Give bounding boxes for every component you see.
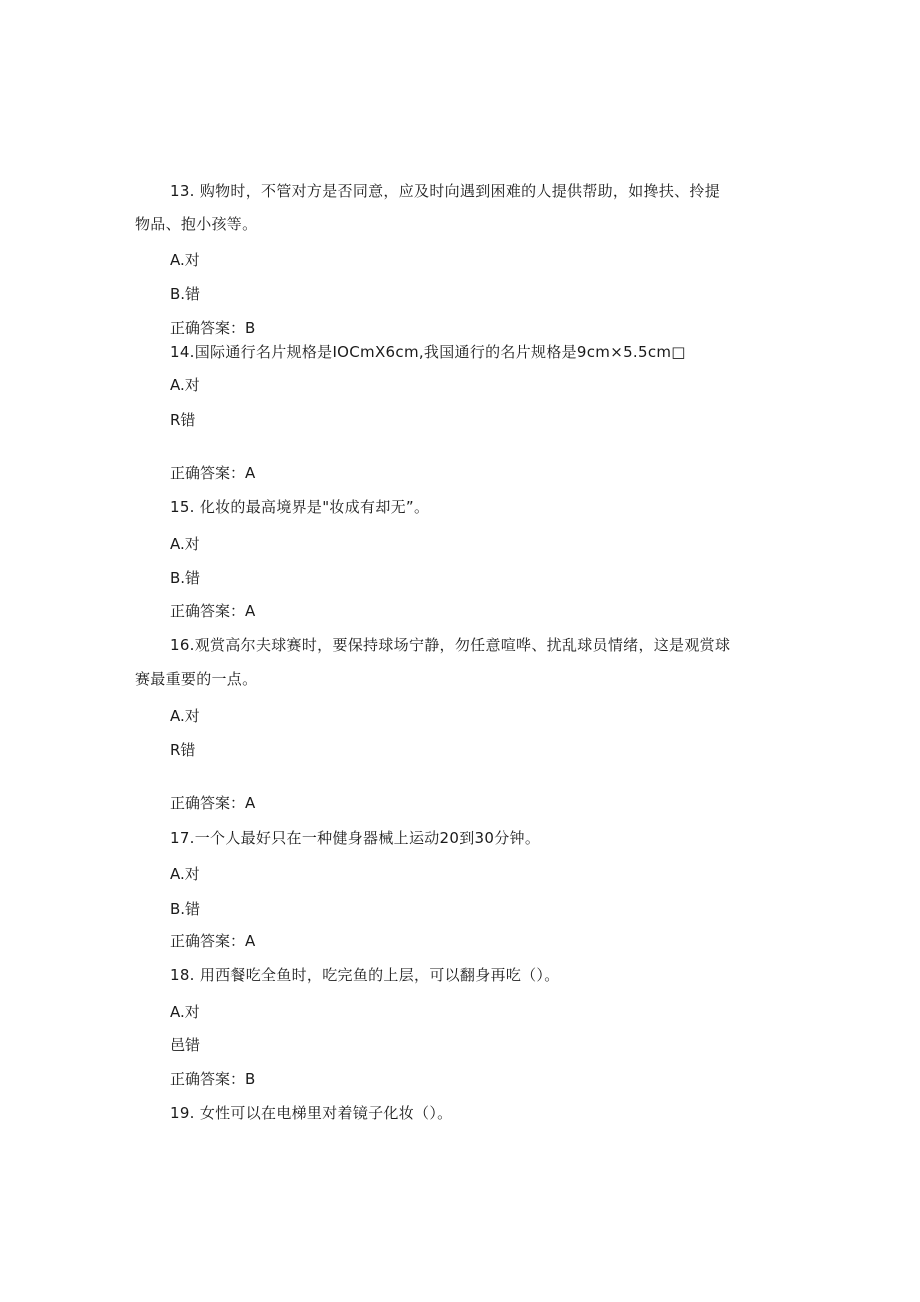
question-16-answer: 正确答案：A bbox=[170, 794, 256, 812]
question-14-option-a: A.对 bbox=[170, 376, 200, 394]
question-17-option-a: A.对 bbox=[170, 865, 200, 883]
question-18-option-a: A.对 bbox=[170, 1003, 200, 1021]
question-17-option-b: B.错 bbox=[170, 900, 201, 918]
question-15-stem-line-1: 15. 化妆的最高境界是"妆成有却无”。 bbox=[170, 498, 430, 516]
question-16-stem-line-1: 16.观赏高尔夫球赛时，要保持球场宁静，勿任意喧哗、扰乱球员情绪，这是观赏球 bbox=[170, 636, 731, 654]
question-13-option-b: B.错 bbox=[170, 285, 201, 303]
question-16-option-b: R错 bbox=[170, 741, 196, 759]
question-18-stem-line-1: 18. 用西餐吃全鱼时，吃完鱼的上层，可以翻身再吃（）。 bbox=[170, 966, 560, 984]
question-15-answer: 正确答案：A bbox=[170, 602, 256, 620]
question-16-option-a: A.对 bbox=[170, 707, 200, 725]
question-15-option-a: A.对 bbox=[170, 535, 200, 553]
question-19-stem-line-1: 19. 女性可以在电梯里对着镜子化妆（）。 bbox=[170, 1104, 453, 1122]
question-13-answer: 正确答案：B bbox=[170, 319, 256, 337]
question-16-stem-line-2: 赛最重要的一点。 bbox=[135, 670, 258, 688]
question-18-option-b: 邑错 bbox=[170, 1036, 201, 1054]
question-14-option-b: R错 bbox=[170, 411, 196, 429]
question-17-answer: 正确答案：A bbox=[170, 932, 256, 950]
question-17-stem-line-1: 17.一个人最好只在一种健身器械上运动20到30分钟。 bbox=[170, 829, 541, 847]
question-15-option-b: B.错 bbox=[170, 569, 201, 587]
question-13-option-a: A.对 bbox=[170, 251, 200, 269]
question-14-stem-line-1: 14.国际通行名片规格是IOCmX6cm,我国通行的名片规格是9cm×5.5cm□ bbox=[170, 343, 686, 361]
question-14-answer: 正确答案：A bbox=[170, 464, 256, 482]
question-13-stem-line-1: 13. 购物时，不管对方是否同意，应及时向遇到困难的人提供帮助，如搀扶、拎提 bbox=[170, 182, 721, 200]
question-13-stem-line-2: 物品、抱小孩等。 bbox=[135, 215, 258, 233]
question-18-answer: 正确答案：B bbox=[170, 1070, 256, 1088]
